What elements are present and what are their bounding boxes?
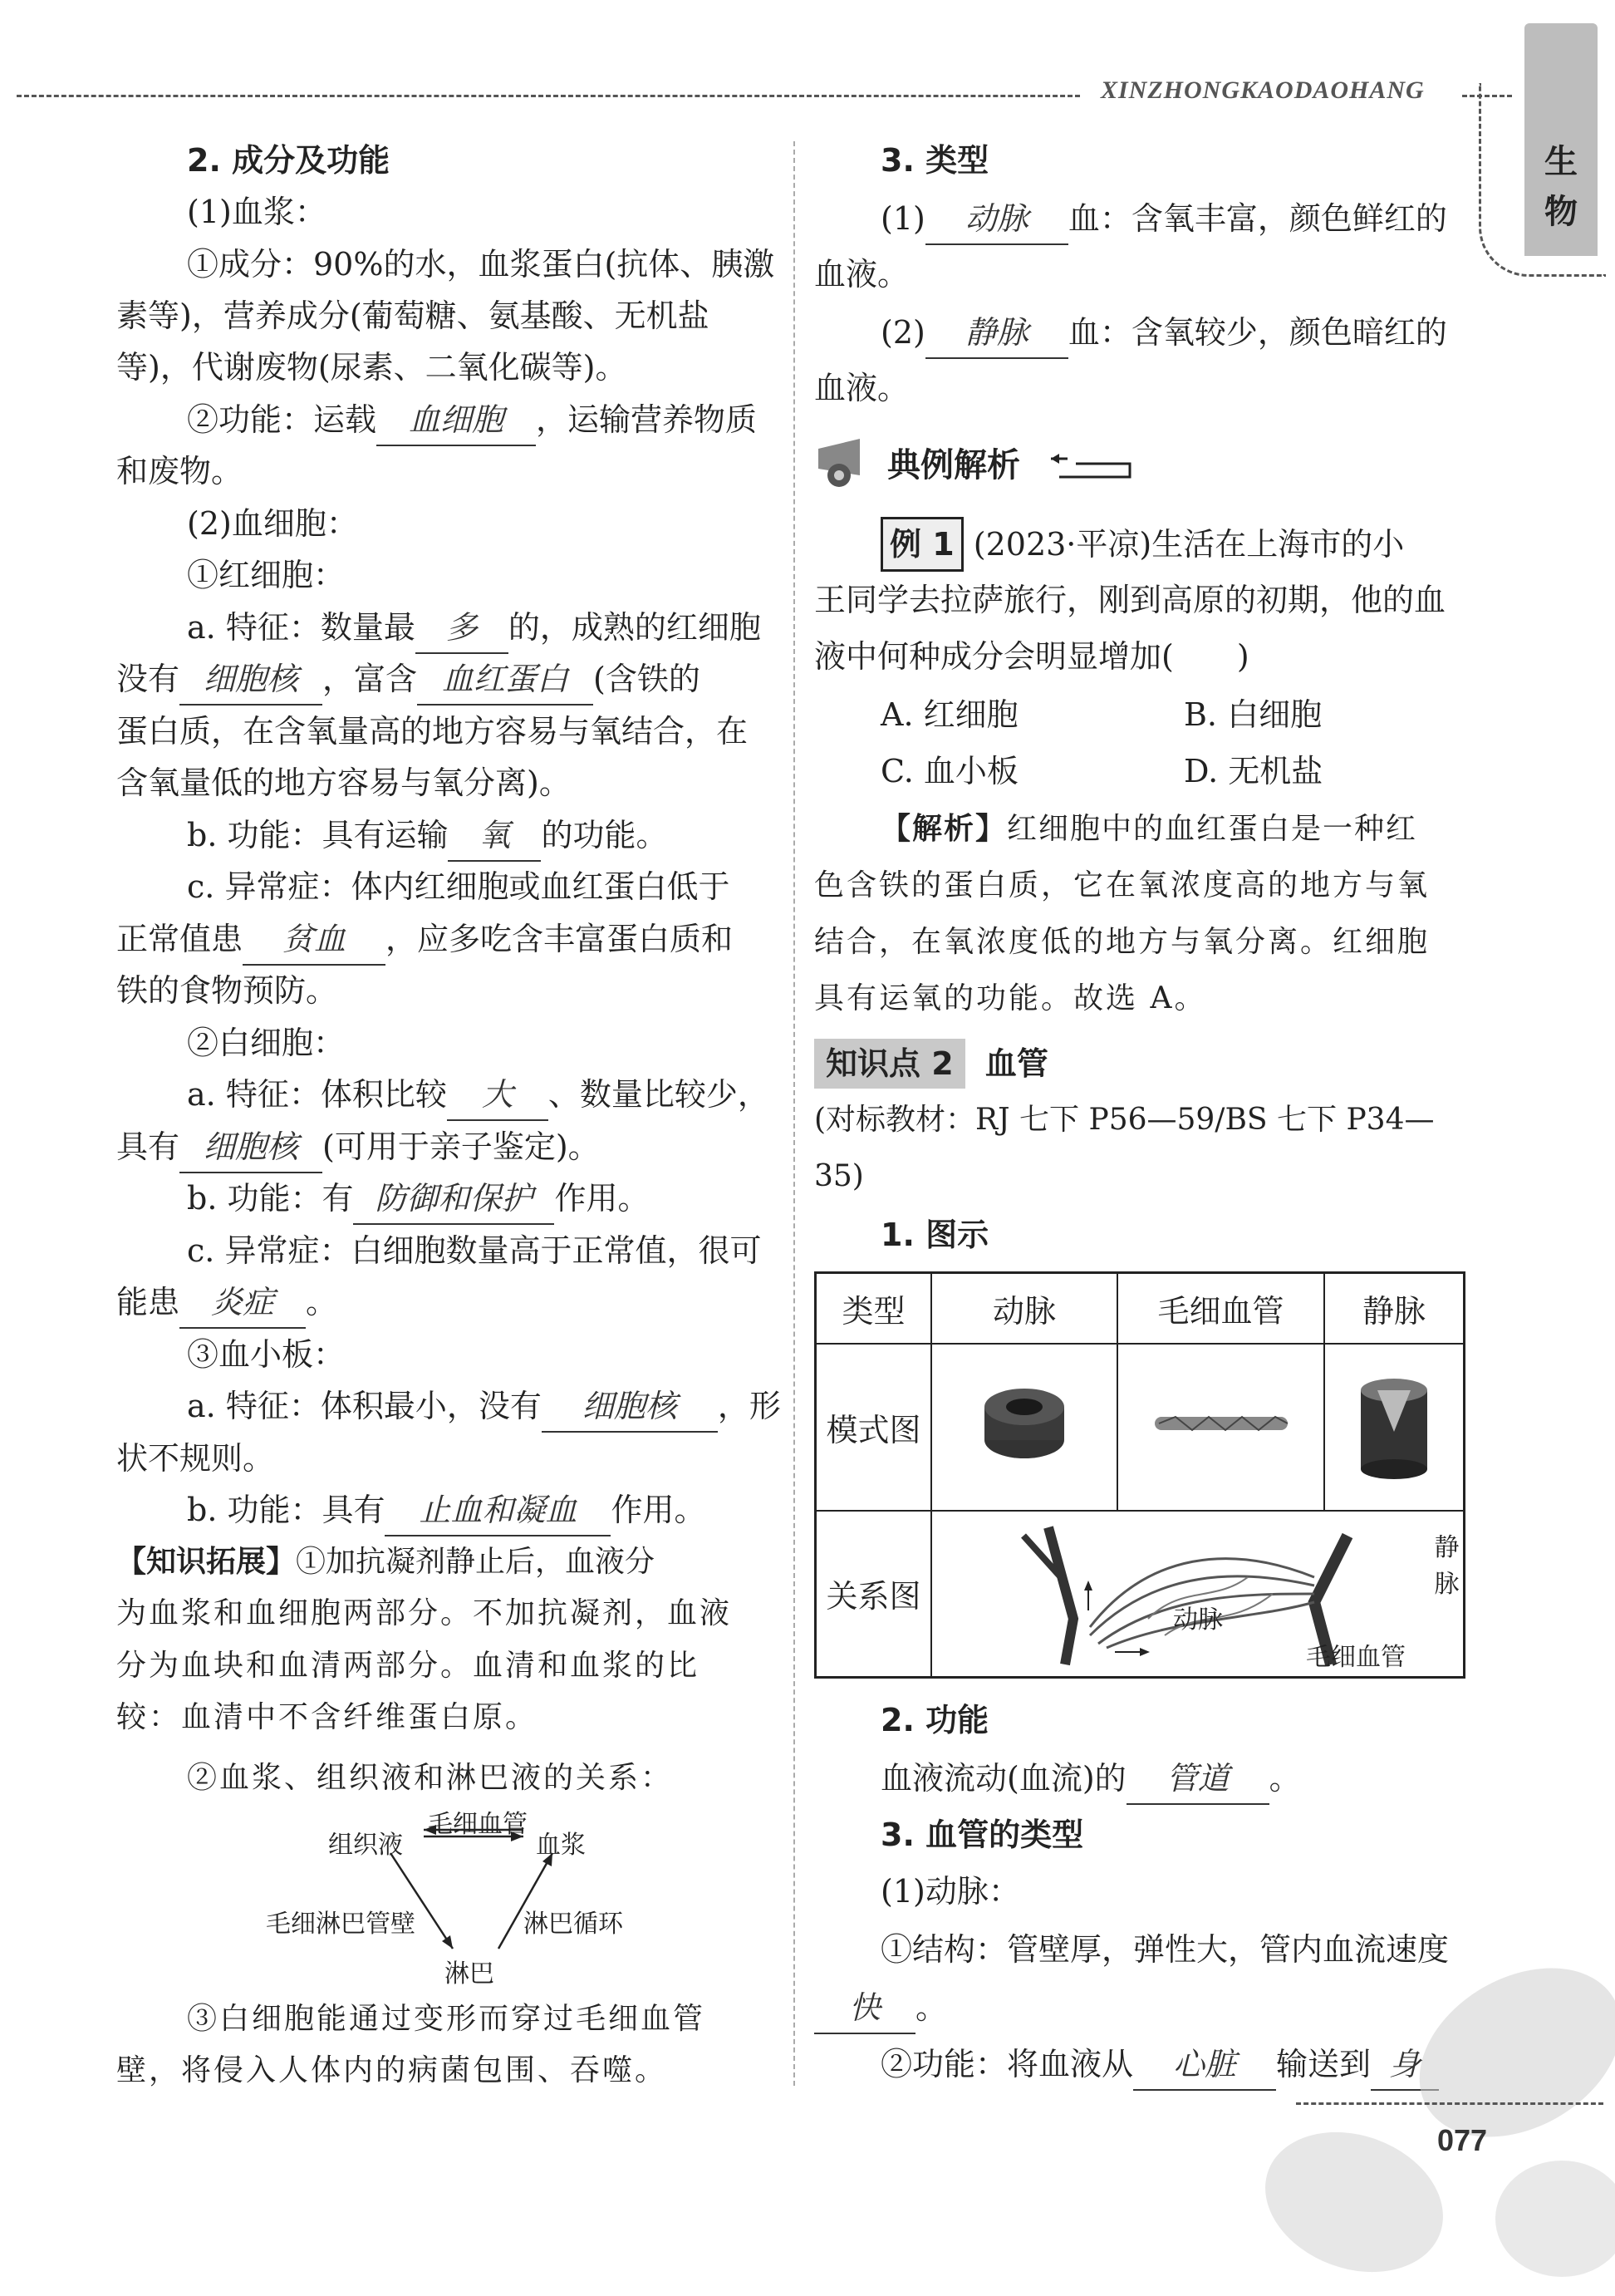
answer-blank: 贫血	[243, 914, 385, 966]
answer-blank: 管道	[1127, 1753, 1269, 1805]
text-line: 例 1 (2023·平凉)生活在上海市的小	[881, 517, 1404, 572]
text-line: c. 异常症：白细胞数量高于正常值，很可	[187, 1232, 762, 1269]
answer-blank: 快	[814, 1983, 915, 2034]
text-line: 结合，在氧浓度低的地方与氧分离。红细胞	[814, 925, 1431, 959]
answer-blank: 多	[415, 602, 508, 654]
section-heading: 3. 类型	[881, 142, 989, 179]
series-title: XINZHONGKAODAOHANG	[1101, 76, 1425, 104]
decorative-swirl	[1245, 2108, 1462, 2296]
answer-blank: 细胞核	[542, 1381, 718, 1433]
label-vein: 静脉	[1434, 1532, 1460, 1599]
text-line: b. 功能：具有 止血和凝血 作用。	[187, 1485, 706, 1536]
column-divider	[793, 141, 795, 2086]
capillary-model-image	[1117, 1344, 1324, 1511]
relationship-image	[931, 1511, 1465, 1678]
answer-blank: 细胞核	[179, 1122, 322, 1173]
text-line: (1)动脉：	[881, 1873, 1020, 1910]
text-line: ②功能：将血液从 心脏 输送到 身	[881, 2039, 1439, 2091]
text-line: ①结构：管壁厚，弹性大，管内血流速度	[881, 1931, 1450, 1968]
page-number: 077	[1437, 2123, 1488, 2157]
option-c: C. 血小板	[881, 753, 1019, 789]
answer-blank: 身	[1371, 2039, 1439, 2091]
example-banner	[814, 432, 1130, 490]
table-header: 静脉	[1324, 1273, 1465, 1344]
section-heading: 2. 成分及功能	[187, 142, 390, 179]
diagram-label-tissue-fluid: 组织液	[328, 1831, 403, 1860]
text-line: a. 特征：体积最小，没有 细胞核 ，形	[187, 1381, 781, 1433]
footer-rule	[1296, 2102, 1603, 2105]
artery-model-image	[931, 1344, 1117, 1511]
text-line: 含氧量低的地方容易与氧分离)。	[116, 765, 571, 801]
text-line: 和废物。	[116, 453, 243, 489]
knowledge-point-tag: 知识点 2	[814, 1039, 965, 1089]
diagram-label-plasma: 血浆	[536, 1831, 586, 1860]
text-line: 较：血清中不含纤维蛋白原。	[116, 1700, 538, 1734]
answer-blank: 血红蛋白	[417, 654, 593, 706]
text-line: ②白细胞：	[187, 1025, 346, 1061]
text-line: ②血浆、组织液和淋巴液的关系：	[187, 1761, 674, 1795]
text-line: 色含铁的蛋白质，它在氧浓度高的地方与氧	[814, 868, 1431, 902]
text-line: ②功能：运载 血细胞 ，运输营养物质	[187, 395, 757, 446]
text-line: 血液流动(血流)的 管道 。	[881, 1753, 1301, 1805]
option-d: D. 无机盐	[1184, 753, 1323, 789]
header-rule	[17, 95, 1080, 97]
section-heading: 1. 图示	[881, 1217, 989, 1253]
text-line: 等)，代谢废物(尿素、二氧化碳等)。	[116, 349, 627, 386]
text-line: 分为血块和血清两部分。血清和血浆的比	[116, 1649, 700, 1683]
text-line: 蛋白质，在含氧量高的地方容易与氧结合，在	[116, 713, 749, 750]
subject-char-1: 生	[1544, 143, 1578, 181]
banner-title: 典例解析	[887, 446, 1020, 484]
text-line: c. 异常症：体内红细胞或血红蛋白低于	[187, 868, 730, 905]
diagram-label-capillary: 毛细血管	[428, 1810, 528, 1839]
text-line: 为血浆和血细胞两部分。不加抗凝剂，血液	[116, 1596, 733, 1630]
text-line: 没有 细胞核 ，富含 血红蛋白 (含铁的	[116, 654, 700, 706]
diagram-label-lymph-circulation: 淋巴循环	[523, 1910, 623, 1939]
text-line: (1)血浆：	[187, 194, 326, 230]
text-line: 液中何种成分会明显增加( )	[814, 638, 1249, 675]
answer-blank: 心脏	[1133, 2039, 1276, 2091]
text-line: 具有 细胞核 (可用于亲子鉴定)。	[116, 1122, 600, 1173]
table-header: 毛细血管	[1117, 1273, 1324, 1344]
answer-blank: 血细胞	[376, 395, 536, 446]
label-artery: 动脉	[1173, 1605, 1223, 1635]
decorative-swirl	[1495, 2161, 1615, 2277]
text-line: 35)	[814, 1159, 864, 1193]
text-line: 铁的食物预防。	[116, 972, 338, 1009]
text-line: b. 功能：有 防御和保护 作用。	[187, 1173, 650, 1225]
text-line: 正常值患 贫血 ，应多吃含丰富蛋白质和	[116, 914, 733, 966]
text-line: (对标教材：RJ 七下 P56—59/BS 七下 P34—	[814, 1103, 1435, 1137]
table-header: 动脉	[931, 1273, 1117, 1344]
text-line: ①红细胞：	[187, 557, 346, 593]
text-line: 状不规则。	[116, 1440, 275, 1477]
answer-blank: 细胞核	[179, 654, 322, 706]
text-line: b. 功能：具有运输 氧 的功能。	[187, 810, 668, 862]
diagram-label-lymph-capillary-wall: 毛细淋巴管壁	[266, 1910, 415, 1939]
text-line: (2) 静脉 血：含氧较少，颜色暗红的	[881, 307, 1447, 359]
megaphone-icon	[814, 432, 889, 490]
text-line: 快 。	[814, 1983, 947, 2034]
label-capillary: 毛细血管	[1306, 1642, 1406, 1672]
section-heading: 2. 功能	[881, 1702, 989, 1738]
capillary-icon	[1151, 1407, 1292, 1440]
answer-blank: 止血和凝血	[385, 1485, 611, 1536]
text-line: 壁，将侵入人体内的病菌包围、吞噬。	[116, 2053, 668, 2087]
example-label: 例 1	[881, 517, 964, 572]
vein-model-image	[1324, 1344, 1465, 1511]
text-line: (1) 动脉 血：含氧丰富，颜色鲜红的	[881, 194, 1447, 245]
text-line: 血液。	[814, 370, 910, 406]
answer-blank: 大	[447, 1069, 548, 1121]
vessel-table	[814, 1271, 1465, 1679]
section-heading: 3. 血管的类型	[881, 1817, 1084, 1853]
text-line: ③白细胞能通过变形而穿过毛细血管	[187, 2002, 706, 2036]
text-line: ③血小板：	[187, 1336, 346, 1373]
artery-icon	[979, 1378, 1070, 1469]
table-row-label: 关系图	[816, 1511, 932, 1678]
text-line: 【知识拓展】①加抗凝剂静止后，血液分	[116, 1545, 655, 1579]
text-line: 血液。	[814, 256, 910, 293]
option-a: A. 红细胞	[881, 696, 1019, 733]
text-line: a. 特征：数量最 多 的，成熟的红细胞	[187, 602, 761, 654]
diagram-label-lymph: 淋巴	[444, 1959, 494, 1989]
knowledge-point-heading: 知识点 2 血管	[814, 1039, 1048, 1089]
table-row-label: 模式图	[816, 1344, 932, 1511]
subject-char-2: 物	[1544, 193, 1578, 231]
vein-icon	[1352, 1365, 1436, 1482]
text-line: 能患 炎症 。	[116, 1277, 337, 1329]
option-b: B. 白细胞	[1184, 696, 1323, 733]
answer-blank: 动脉	[925, 194, 1068, 245]
text-line: ①成分：90%的水，血浆蛋白(抗体、胰激	[187, 246, 775, 283]
text-line: 具有运氧的功能。故选 A。	[814, 981, 1207, 1015]
answer-blank: 炎症	[179, 1277, 306, 1329]
table-header: 类型	[816, 1273, 932, 1344]
text-line: 王同学去拉萨旅行，刚到高原的初期，他的血	[814, 582, 1446, 618]
answer-blank: 氧	[448, 810, 541, 862]
text-line: 素等)，营养成分(葡萄糖、氨基酸、无机盐	[116, 297, 709, 334]
banner-tail	[1051, 449, 1134, 482]
subject-tab	[1524, 23, 1598, 256]
text-line: 【解析】红细胞中的血红蛋白是一种红	[881, 812, 1418, 846]
text-line: a. 特征：体积比较 大 、数量比较少，	[187, 1069, 769, 1121]
answer-blank: 防御和保护	[353, 1173, 554, 1225]
answer-blank: 静脉	[925, 307, 1068, 359]
text-line: (2)血细胞：	[187, 505, 358, 542]
